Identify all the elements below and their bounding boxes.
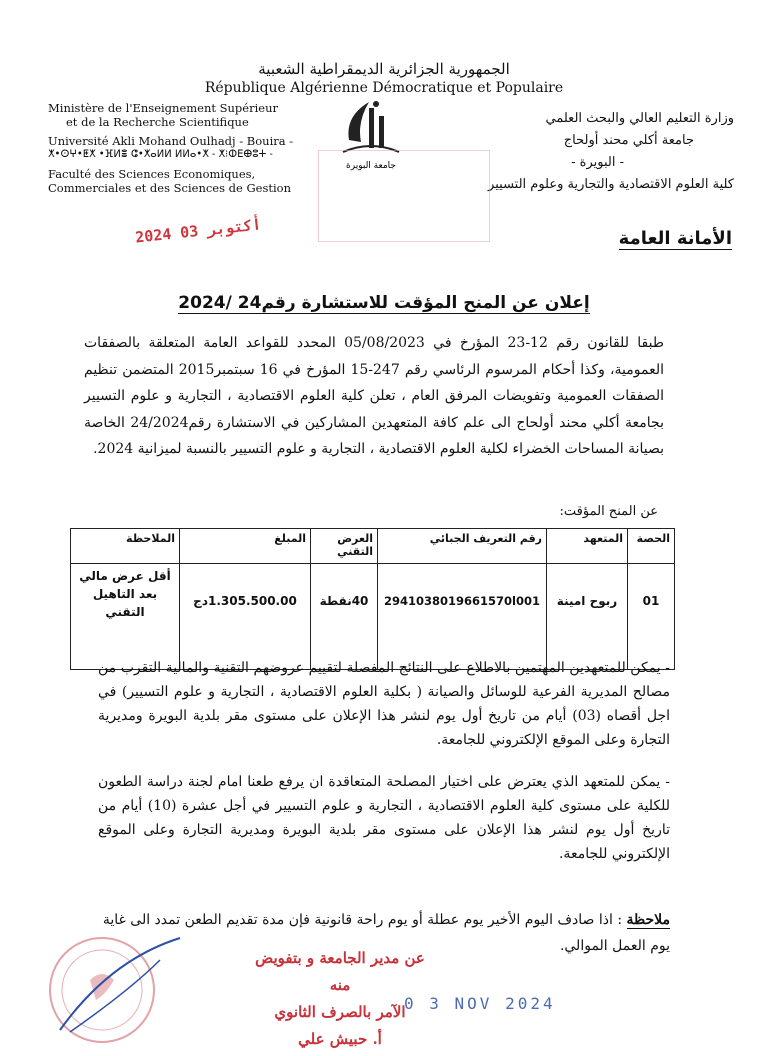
table-caption: عن المنح المؤقت:: [559, 504, 658, 519]
university-arabic: جامعة أكلي محند أولحاج: [563, 133, 694, 148]
city-arabic: - البويرة -: [571, 155, 624, 170]
ministry-line-1: Ministère de l'Enseignement Supérieur: [48, 101, 278, 115]
cell-amount: 1.305.500.00دج: [180, 564, 311, 670]
faculty-line-1: Faculté des Sciences Economiques,: [48, 167, 256, 181]
note-text: : اذا صادف اليوم الأخير يوم عطلة أو يوم راحة قانونية فإن مدة تقديم الطعن تمدد الى غاية يوم العمل الموالي.: [102, 912, 670, 954]
faculty-arabic: كلية العلوم الاقتصادية والتجارية وعلوم التسيير: [488, 177, 734, 192]
intro-paragraph: [84, 330, 664, 463]
republic-title-arabic: الجمهورية الجزائرية الديمقراطية الشعبية: [258, 60, 510, 78]
cell-tech-offer: 40نقطة: [311, 564, 378, 670]
signature-line-2: الآمر بالصرف الثانوي: [274, 1003, 406, 1021]
award-table: [70, 528, 675, 670]
general-secretariat-heading: الأمانة العامة: [618, 228, 732, 249]
announcement-title: [0, 293, 768, 313]
table-header-row: [71, 529, 675, 564]
ministry-arabic: وزارة التعليم العالي والبحث العلمي: [545, 111, 734, 126]
note-label: ملاحظة: [626, 912, 670, 928]
table-row: [71, 564, 675, 670]
bullet-appeal-right: - يمكن للمتعهد الذي يعترض على اختيار المصلحة المتعاقدة ان يرفع طعنا امام لجنة دراسة الطعون للكلية على مستوى كلية العلوم الاقتصادية ، التجارية و علوم التسيير في أجل عشرة (10) أيام من تاريخ أول يوم لنشر هذا الإعلان على مستوى مقر بلدية البويرة ومديرية التجارة وعلى الموقع الإلكتروني للجامعة.: [98, 774, 670, 862]
date-stamp-blue: 0 3 NOV 2024: [404, 994, 556, 1013]
university-name: Université Akli Mohand Oulhadj - Bouira -: [48, 134, 294, 148]
cell-lot: 01: [628, 564, 675, 670]
announcement-title-text: إعلان عن المنح المؤقت للاستشارة رقم24 /2024: [178, 293, 590, 313]
cell-bidder: ربوح امينة: [547, 564, 628, 670]
intro-paragraph-text: طبقا للقانون رقم 12-23 المؤرخ في 05/08/2023 المحدد للقواعد العامة المتعلقة بالصفقات العمومية، وكذا أحكام المرسوم الرئاسي رقم 247-15 المؤرخ في 16 سبتمبر2015 المتضمن تنظيم الصفقات العمومية وتفويضات المرفق العام ، تعلن كلية العلوم الاقتصادية ، التجارية و علوم التسيير بجامعة أكلي محند أولحاج الى علم كافة المتعهدين المشاركين في الاستشارة رقم24/2024 الخاصة بصيانة المساحات الخضراء لكلية العلوم الاقتصادية ، التجارية و علوم التسيير بالنسبة لميزانية 2024.: [84, 335, 665, 457]
official-seal-icon: [40, 920, 190, 1045]
header-amount: المبلغ: [180, 529, 311, 564]
logo-caption: جامعة البويرة: [346, 161, 396, 171]
ministry-line-2: et de la Recherche Scientifique: [66, 115, 249, 129]
header-lot: الحصة: [628, 529, 675, 564]
signature-line-3: أ. حبيش علي: [298, 1030, 382, 1048]
header-tax-id: رقم التعريف الجبائي: [378, 529, 547, 564]
header-remark: الملاحظة: [71, 529, 180, 564]
signature-line-1: عن مدير الجامعة و بتفويض منه: [255, 949, 425, 994]
faculty-line-2: Commerciales et des Sciences de Gestion: [48, 181, 292, 195]
institution-block-french: [48, 101, 318, 195]
university-name-tifinagh: ⵅ•ⵙⵖ•ⵟⵅ •ⴼⵍⴻ ⵛ•ⵅⴰⵍⵍ ⵍⵍⴰ•ⵅ - ⵅ⁝ⵀⴹⴲⵓⵜ -: [48, 149, 273, 160]
received-stamp-box: [318, 150, 490, 242]
header-tech-offer: العرض التقني: [311, 529, 378, 564]
cell-tax-id: 2941038019661570l001: [378, 564, 547, 670]
bullet-results-access: - يمكن للمتعهدين المهتمين بالاطلاع على النتائج المفصلة لتقييم عروضهم التقنية والمالية التقرب من مصالح المديرية الفرعية للوسائل والصيانة ( بكلية العلوم الاقتصادية ، التجارية و علوم التسيير) في اجل أقصاه (03) أيام من تاريخ أول يوم لنشر هذا الإعلان على مستوى مقر بلدية البويرة ومديرية التجارة وعلى الموقع الإلكتروني للجامعة.: [98, 660, 670, 748]
date-stamp-red: 2024 أكتوبر 03: [134, 215, 263, 247]
header-bidder: المتعهد: [547, 529, 628, 564]
signature-block: [250, 945, 430, 1053]
cell-remark: أقل عرض مالي بعد التاهيل التقني: [71, 564, 180, 670]
republic-title-french: République Algérienne Démocratique et Populaire: [204, 80, 564, 96]
